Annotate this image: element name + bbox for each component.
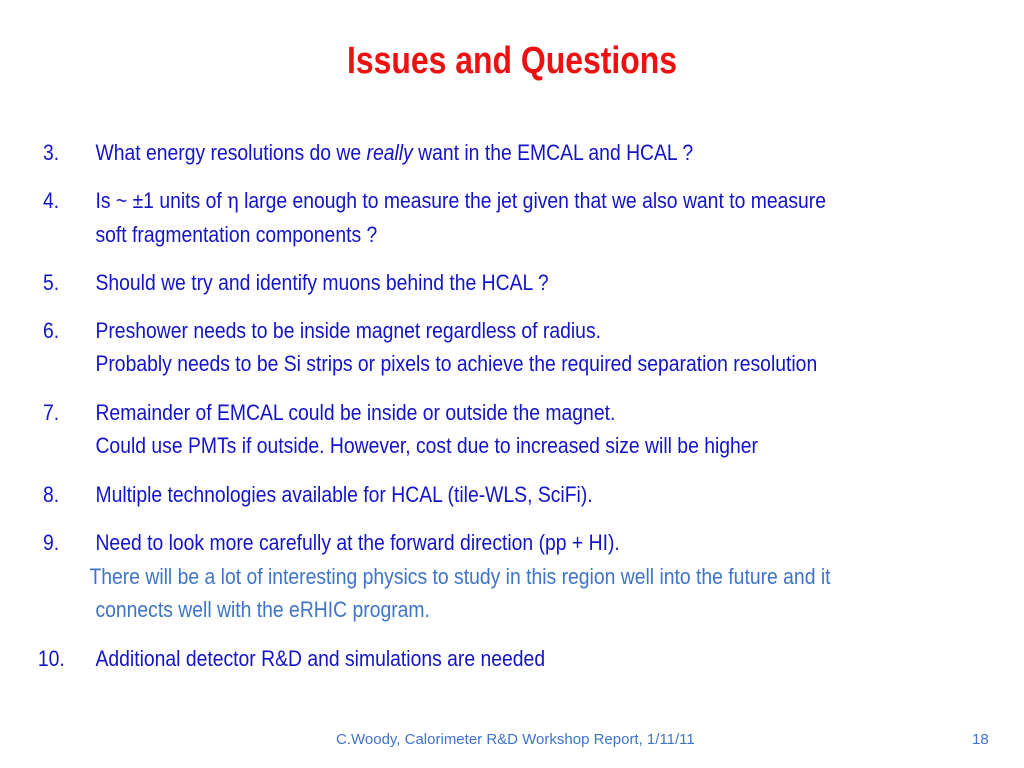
item-number: 10.	[37, 646, 65, 671]
footer-text: C.Woody, Calorimeter R&D Workshop Report, 1/11/11	[336, 731, 695, 748]
list-item-9	[0, 526, 1024, 559]
list-item-8	[0, 478, 1024, 511]
item-number: 4.	[43, 188, 60, 213]
item-text-line2: soft fragmentation components ?	[95, 222, 378, 247]
item-number: 3.	[43, 140, 60, 165]
list-item-9-note	[0, 560, 1024, 626]
item-number: 5.	[43, 270, 60, 295]
item-text-line2: Probably needs to be Si strips or pixels to achieve the required separation resolution	[95, 351, 818, 376]
list-item-7	[0, 396, 1024, 462]
item-text: Multiple technologies available for HCAL (tile-WLS, SciFi).	[95, 482, 593, 507]
emphasis-text: really	[366, 140, 413, 165]
item-text: Should we try and identify muons behind the HCAL ?	[95, 270, 549, 295]
page-number: 18	[972, 731, 989, 748]
list-item-3	[0, 136, 1024, 169]
eta-symbol: η	[227, 188, 239, 214]
item-text-line2: Could use PMTs if outside. However, cost due to increased size will be higher	[95, 433, 758, 458]
slide-title: Issues and Questions	[347, 40, 677, 82]
list-item-10	[0, 642, 1024, 675]
list-item-4	[0, 184, 1024, 251]
item-text: Additional detector R&D and simulations are needed	[95, 646, 546, 671]
item-number: 6.	[43, 318, 60, 343]
list-item-6	[0, 314, 1024, 380]
note-text-line2: connects well with the eRHIC program.	[95, 597, 430, 622]
item-number: 7.	[43, 400, 60, 425]
item-text: Need to look more carefully at the forward direction (pp + HI).	[95, 530, 620, 555]
item-number: 8.	[43, 482, 60, 507]
item-text: Is ~ ±1 units of η large enough to measure the jet given that we also want to measure	[95, 188, 827, 214]
item-text: Preshower needs to be inside magnet regardless of radius.	[95, 318, 602, 343]
note-text: There will be a lot of interesting physics to study in this region well into the future and it	[89, 564, 831, 589]
list-item-5	[0, 266, 1024, 299]
item-text: What energy resolutions do we really want in the EMCAL and HCAL ?	[95, 140, 694, 165]
item-text: Remainder of EMCAL could be inside or outside the magnet.	[95, 400, 616, 425]
item-number: 9.	[43, 530, 60, 555]
